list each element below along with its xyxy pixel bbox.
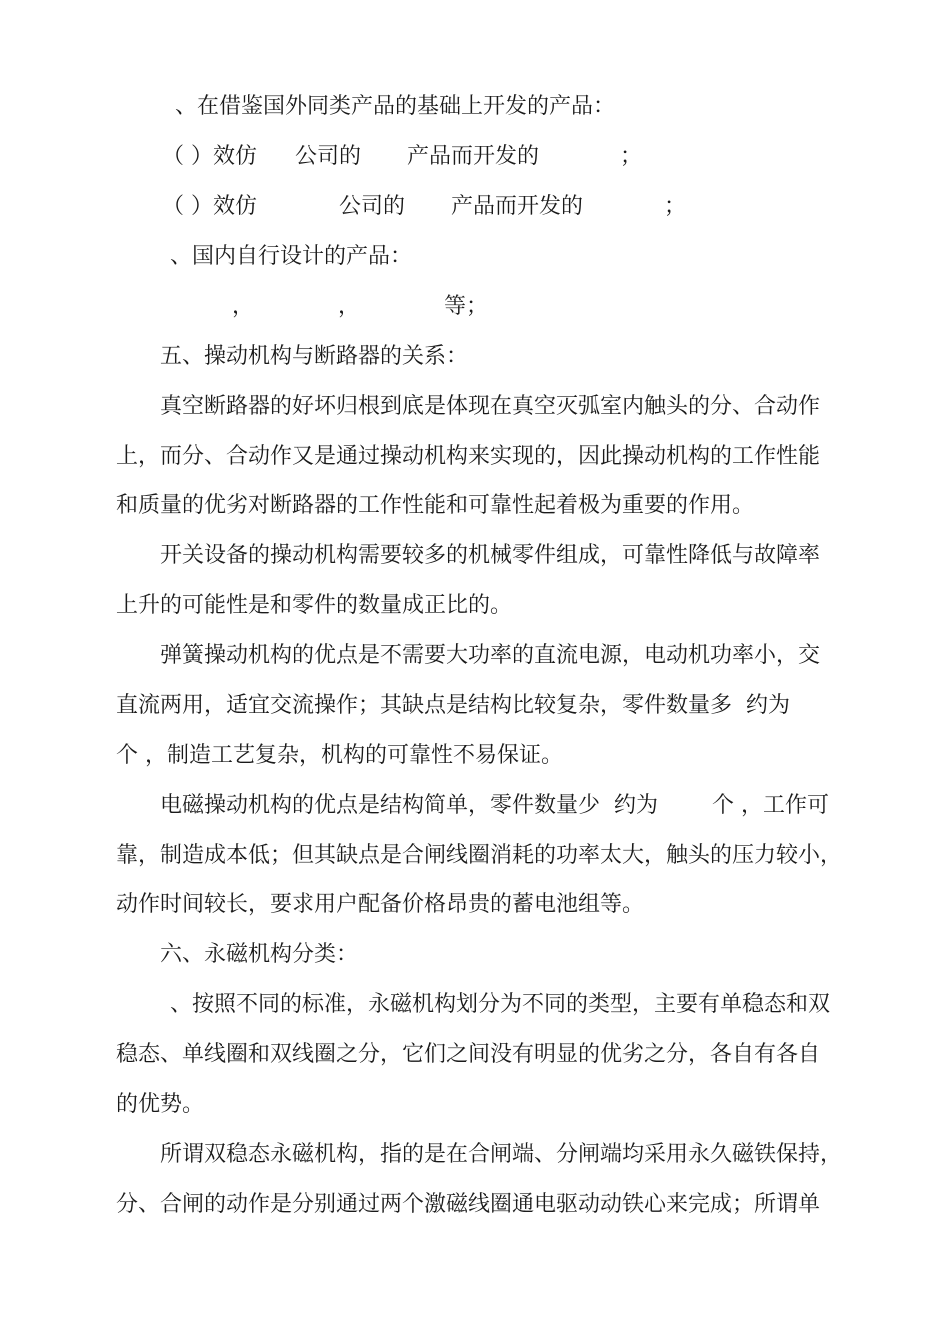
comma: ， <box>338 294 361 319</box>
heading-domestic-products: 、国内自行设计的产品： <box>170 244 413 269</box>
line-fragment: 电磁操动机构的优点是结构简单，零件数量少 约为 <box>160 793 658 818</box>
paragraph-line: 开关设备的操动机构需要较多的机械零件组成，可靠性降低与故障率 <box>160 543 821 568</box>
heading-imported-products: 、在借鉴国外同类产品的基础上开发的产品： <box>175 94 616 119</box>
line-fragment: 个 ，工作可 <box>712 793 829 818</box>
section-six-heading: 六、永磁机构分类： <box>160 942 359 967</box>
list-item-imitation-1 <box>162 142 862 172</box>
paragraph-line <box>160 791 840 821</box>
paragraph-line: 真空断路器的好坏归根到底是体现在真空灭弧室内触头的分、合动作 <box>160 394 821 419</box>
paragraph-line: 直流两用，适宜交流操作；其缺点是结构比较复杂，零件数量多 约为 <box>116 693 790 718</box>
paragraph-line: 稳态、单线圈和双线圈之分，它们之间没有明显的优劣之分，各自有各自 <box>116 1042 821 1067</box>
paragraph-line: 和质量的优劣对断路器的工作性能和可靠性起着极为重要的作用。 <box>116 493 755 518</box>
etc-label: 等； <box>444 294 489 319</box>
paragraph-line: 的优势。 <box>116 1092 205 1117</box>
section-five-heading: 五、操动机构与断路器的关系： <box>160 344 469 369</box>
paragraph-line: 弹簧操动机构的优点是不需要大功率的直流电源，电动机功率小，交 <box>160 643 821 668</box>
paragraph-line: 动作时间较长，要求用户配备价格昂贵的蓄电池组等。 <box>116 892 645 917</box>
company-label: 公司的 <box>295 144 362 169</box>
paragraph-line: 、按照不同的标准，永磁机构划分为不同的类型，主要有单稳态和双 <box>170 992 831 1017</box>
list-item-domestic <box>160 292 860 322</box>
semicolon: ； <box>620 144 643 169</box>
paragraph-line: 上升的可能性是和零件的数量成正比的。 <box>116 593 513 618</box>
company-label: 公司的 <box>339 194 406 219</box>
paragraph-line: 分、合闸的动作是分别通过两个激磁线圈通电驱动动铁心来完成；所谓单 <box>116 1192 821 1217</box>
imitation-label: （ ）效仿 <box>162 144 257 169</box>
paragraph-line: 所谓双稳态永磁机构，指的是在合闸端、分闸端均采用永久磁铁保持， <box>160 1142 843 1167</box>
list-item-imitation-2 <box>162 192 862 222</box>
product-label: 产品而开发的 <box>451 194 584 219</box>
product-label: 产品而开发的 <box>407 144 540 169</box>
paragraph-line: 上，而分、合动作又是通过操动机构来实现的，因此操动机构的工作性能 <box>116 444 821 469</box>
semicolon: ； <box>664 194 687 219</box>
imitation-label: （ ）效仿 <box>162 194 257 219</box>
comma: ， <box>232 294 255 319</box>
paragraph-line: 个 ，制造工艺复杂，机构的可靠性不易保证。 <box>116 743 563 768</box>
paragraph-line: 靠，制造成本低；但其缺点是合闸线圈消耗的功率太大，触头的压力较小， <box>116 843 843 868</box>
